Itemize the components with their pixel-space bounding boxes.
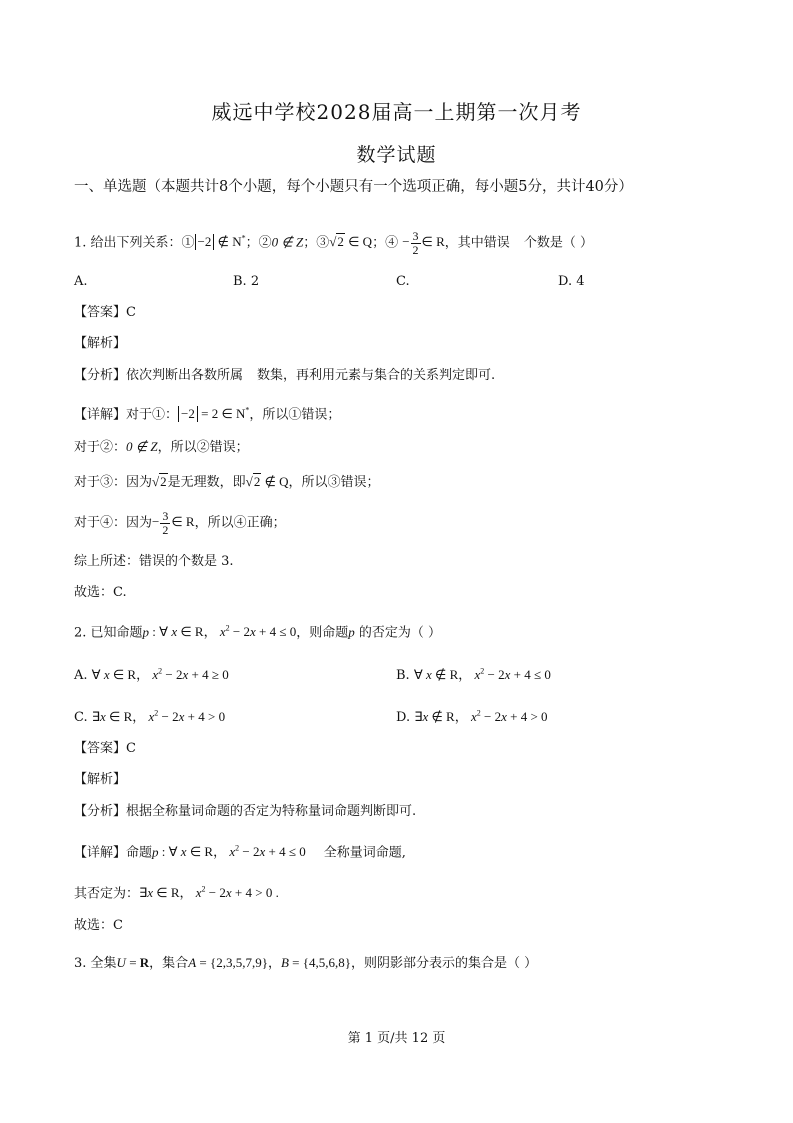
option-letter: C. [74,710,88,725]
option-letter: B. [396,668,410,683]
q1-suffix-2: 个数是（ ） [523,235,593,251]
math-expr: U [116,955,126,970]
detail-text: 其否定为： [74,886,140,902]
math-expr: = R [125,955,150,970]
q1-option-d: D. 4 [558,274,585,289]
q1-relation-3: √2 ∈ Q [329,234,373,250]
q1-relation-4: − $\frac{3}{2}$ ∈ R [402,229,445,257]
q2-option-b [396,664,551,683]
detail-text: 对于④：因为 [74,515,153,531]
detail-tail: ，所以③错误； [288,475,380,490]
option-letter: A. [74,668,88,683]
q1-answer [74,304,136,322]
math-expr: A = {2,3,5,7,9} [188,955,268,970]
exam-title: 威远中学校2028届高一上期第一次月考 [211,100,582,124]
q2-stem-c: 的否定为（ ） [358,625,442,641]
q1-option-b: B. 2 [233,274,260,289]
q1-option-a: A. [74,274,88,289]
q1-prefix: 1. 给出下列关系：① [74,235,195,251]
q2-stem [74,620,441,642]
q2-detail-1 [74,840,406,862]
math-expr: ∃x ∈ R， $x^2 - 2x + 4 > 0$ . [139,885,279,901]
exam-subtitle: 数学试题 [356,144,437,166]
q1-option-c: C. [396,274,410,289]
detail-text: 对于②： [74,440,127,455]
math-expr: : ∀ x ∈ R， $x^2 - 2x + 4 \le 0$ [158,844,306,860]
q2-detail-2 [74,881,279,903]
answer-value: C [126,741,136,756]
detail-tail: ，所以①错误； [249,407,341,423]
math-expr: ∃x ∉ R， $x^2 - 2x + 4 > 0$ [414,708,548,724]
q2-analysis-label: 【解析】 [74,772,127,787]
q2-choice: 故选：C [74,918,123,933]
q2-option-a [74,664,229,683]
q1-stem: 1. 给出下列关系：① −2 ∉ N*；②0 ∉ Z；③√2 ∈ Q；④ − $\frac{3}{2}$ ∈ R，其中错误 个数是（ ） [74,229,593,257]
q3-stem-a: 3. 全集 [74,956,117,971]
detail-tail: 全称量词命题, [323,845,406,861]
math-expr: −2 = 2 ∈ N* [178,406,249,421]
fenxi-label: 【分析】 [74,368,127,383]
math-expr: p [348,624,355,640]
q1-suffix: ，其中错误 [444,235,510,251]
detail-text: 对于①： [126,407,179,423]
detail-text: 命题 [126,845,153,861]
q1-detail-4 [74,510,286,537]
q1-analysis-label: 【解析】 [74,336,127,351]
q2-fenxi [74,803,416,821]
math-expr: √2 ∉ Q [245,474,289,489]
option-letter: D. [396,710,411,725]
math-expr: ∀ x ∈ R， $x^2 - 2x + 4 \ge 0$ [91,666,229,682]
q1-summary: 综上所述：错误的个数是 3. [74,554,234,569]
q1-detail-2 [74,438,249,457]
detail-label: 【详解】 [74,845,127,861]
q2-stem-a: 2. 已知命题 [74,625,143,641]
answer-value: C [126,305,136,320]
detail-mid: 是无理数，即 [167,475,246,490]
q3-stem-d: ，则阴影部分表示的集合是（ ） [350,956,538,971]
q1-relation-1: −2 ∉ N* [195,234,246,249]
section-heading: 一、单选题（本题共计8个小题，每个小题只有一个选项正确，每小题5分，共计40分） [74,179,633,195]
detail-label: 【详解】 [74,407,127,423]
detail-text: 对于③：因为 [74,475,153,490]
q3-stem-b: ，集合 [149,956,189,971]
q1-detail-1 [74,402,340,424]
q2-option-c [74,706,225,725]
answer-label: 【答案】 [74,305,127,320]
q2-answer [74,740,136,758]
math-expr: p [142,624,150,640]
math-expr: : ∀ x ∈ R， $x^2 - 2x + 4 \le 0$ [149,624,297,640]
math-expr: ∃x ∈ R， $x^2 - 2x + 4 > 0$ [91,708,226,724]
fenxi-label: 【分析】 [74,804,127,819]
fenxi-text-b: 数集，再利用元素与集合的关系判定即可. [257,368,496,383]
math-expr: p [152,844,159,860]
answer-label: 【答案】 [74,741,127,756]
fenxi-text: 根据全称量词命题的否定为特称量词命题判断即可. [126,804,417,819]
q2-stem-b: ，则命题 [296,625,349,641]
detail-tail: ，所以②错误； [157,440,249,455]
math-expr: 0 ∉ Z [126,439,158,454]
q1-fenxi [74,367,495,385]
page-footer: 第 1 页/共 12 页 [347,1031,446,1046]
fenxi-text-a: 依次判断出各数所属 [126,368,244,383]
detail-tail: ，所以④正确； [194,515,286,531]
math-expr: − $\frac{3}{2}$ ∈ R [152,509,195,537]
q3-stem [74,954,537,973]
math-expr: ∀ x ∉ R， $x^2 - 2x + 4 \le 0$ [413,666,551,682]
q1-detail-3 [74,473,380,492]
q1-relation-2: 0 ∉ Z [271,234,304,250]
q1-choice: 故选：C. [74,585,127,600]
math-expr: √2 [152,474,167,489]
q3-stem-c: ， [267,956,281,971]
math-expr: B = {4,5,6,8} [280,955,351,970]
q2-option-d [396,706,548,725]
